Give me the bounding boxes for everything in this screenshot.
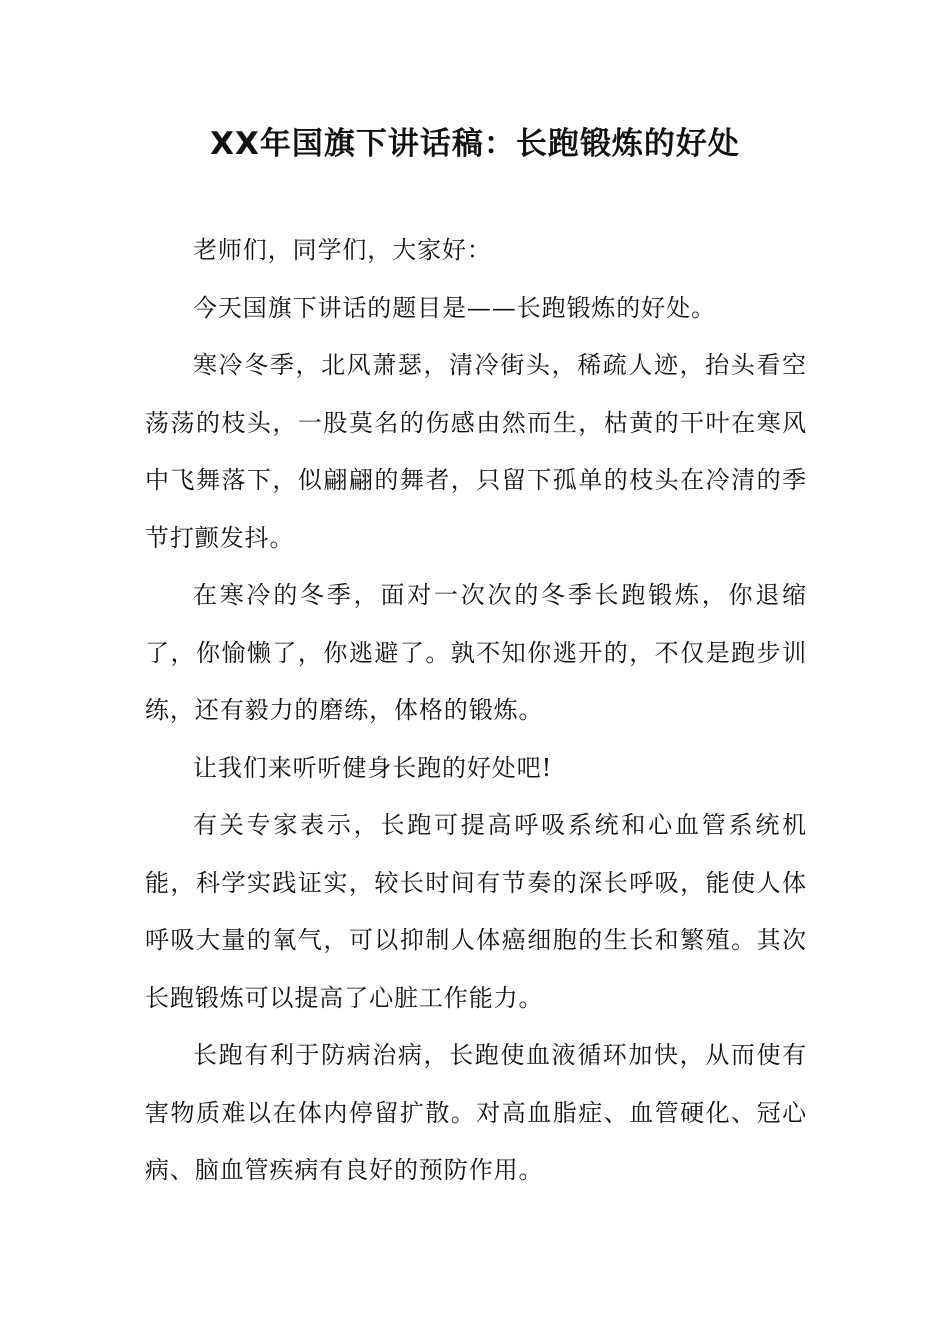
paragraph-disease-prevention: 长跑有利于防病治病，长跑使血液循环加快，从而使有害物质难以在体内停留扩散。对高血脂症、血管硬化、冠心病、脑血管疾病有良好的预防作用。 bbox=[145, 1041, 807, 1184]
paragraph-invitation: 让我们来听听健身长跑的好处吧! bbox=[193, 753, 553, 782]
paragraph-topic: 今天国旗下讲话的题目是——长跑锻炼的好处。 bbox=[193, 293, 716, 322]
paragraph-retreat: 在寒冷的冬季，面对一次次的冬季长跑锻炼，你退缩了，你愉懒了，你逃避了。孰不知你逃开的，不仅是跑步训练，还有毅力的磨练，体格的锻炼。 bbox=[145, 581, 807, 724]
document-title: XX年国旗下讲话稿：长跑锻炼的好处 bbox=[210, 126, 740, 162]
paragraph-winter: 寒冷冬季，北风萧瑟，清冷街头，稀疏人迹，抬头看空荡荡的枝头，一股莫名的伤感由然而生，枯黄的干叶在寒风中飞舞落下，似翩翩的舞者，只留下孤单的枝头在冷清的季节打颤发抖。 bbox=[145, 351, 807, 552]
paragraph-greeting: 老师们，同学们，大家好： bbox=[193, 236, 492, 264]
document-body bbox=[145, 222, 807, 1200]
paragraph-respiratory: 有关专家表示，长跑可提高呼吸系统和心血管系统机能，科学实践证实，较长时间有节奏的深长呼吸，能使人体呼吸大量的氧气，可以抑制人体癌细胞的生长和繁殖。其次长跑锻炼可以提高了心脏工作能力。 bbox=[145, 811, 807, 1012]
